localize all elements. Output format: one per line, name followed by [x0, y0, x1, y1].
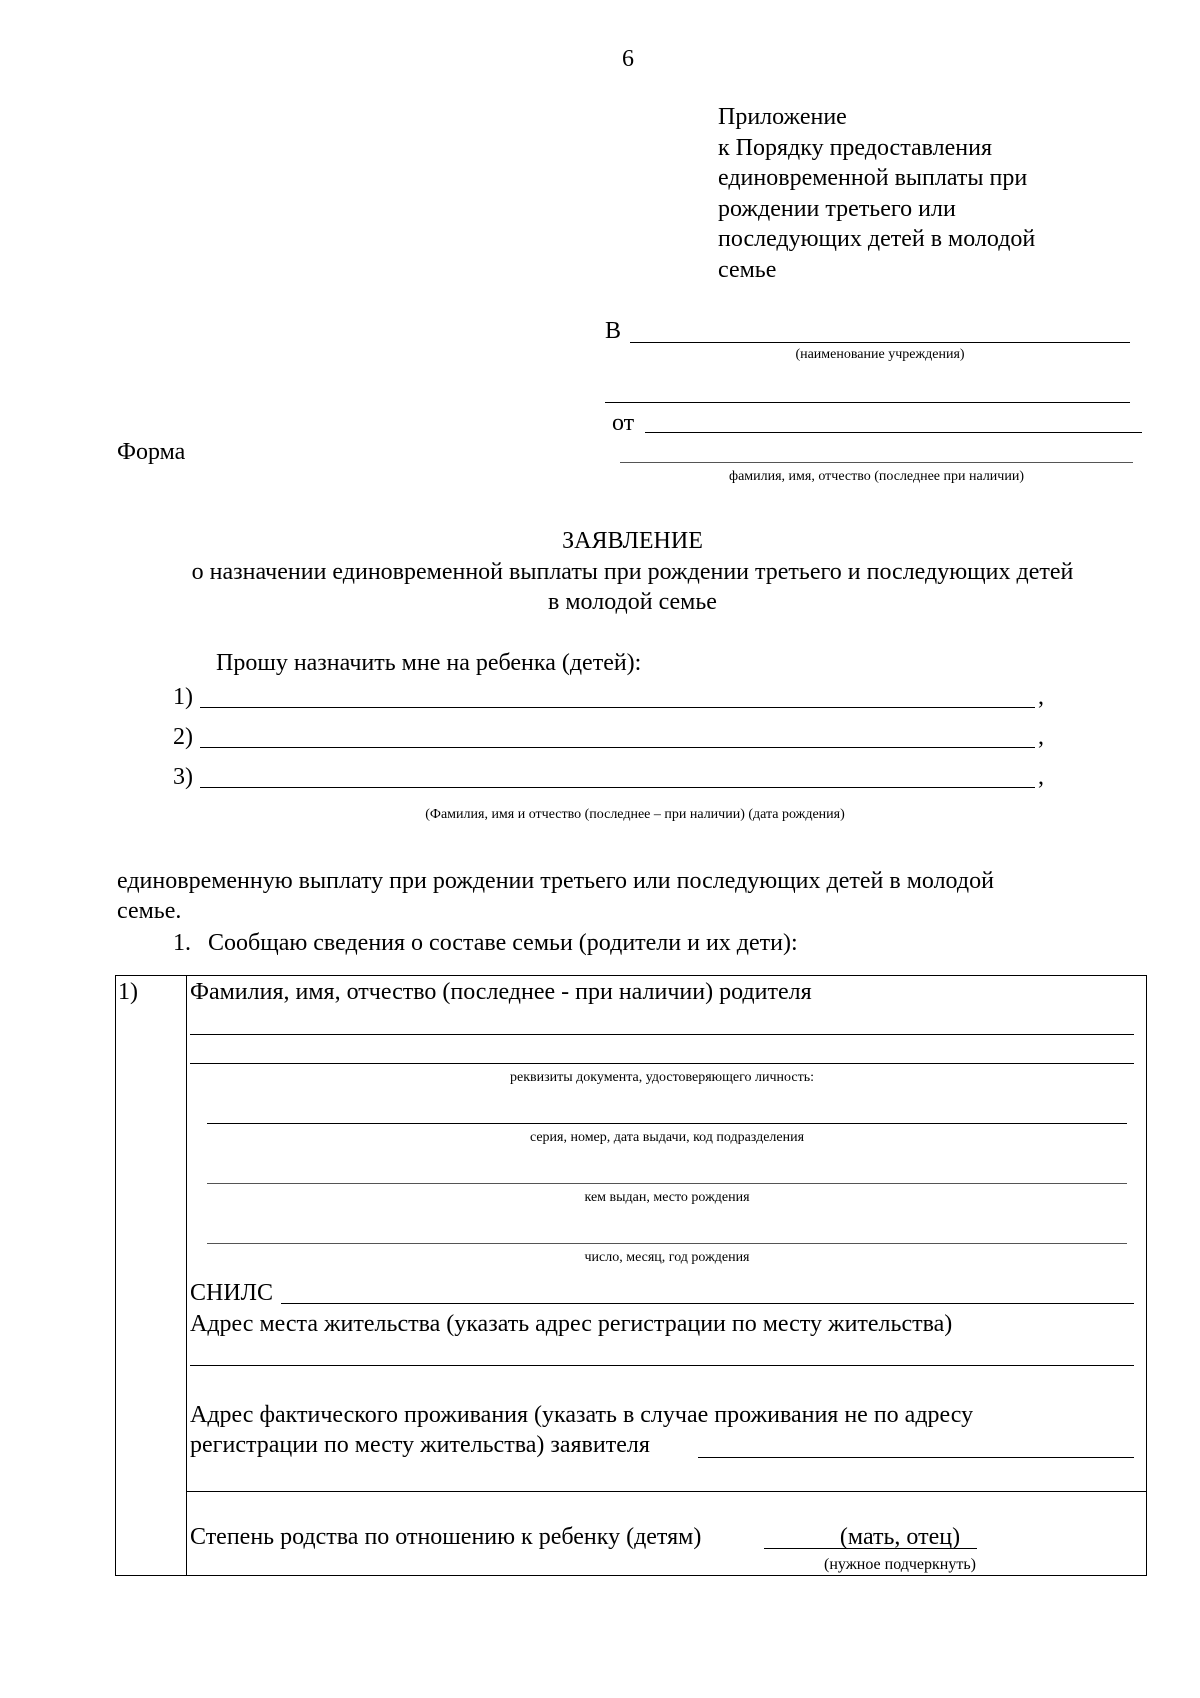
child-number: 3): [173, 764, 193, 790]
doc-series-field[interactable]: [207, 1123, 1127, 1124]
request-intro: Прошу назначить мне на ребенка (детей):: [216, 650, 642, 676]
actual-address-label-2: регистрации по месту жительства) заявителя: [190, 1432, 650, 1458]
actual-address-label: Адрес фактического проживания (указать в случае проживания не по адресу: [190, 1402, 974, 1428]
title-line-1: о назначении единовременной выплаты при рождении третьего и последующих детей: [191, 559, 1074, 585]
purpose-line-2: семье.: [117, 898, 182, 924]
page-number: 6: [622, 46, 634, 72]
parent-fio-field-1[interactable]: [190, 1034, 1134, 1035]
child-number: 2): [173, 724, 193, 750]
to-prefix: В: [605, 318, 622, 344]
appendix-line: последующих детей в молодой: [718, 226, 1036, 252]
kinship-label: Степень родства по отношению к ребенку (детям): [190, 1524, 702, 1550]
series-caption: серия, номер, дата выдачи, код подразделения: [529, 1130, 805, 1145]
parent-fio-label: Фамилия, имя, отчество (последнее - при наличии) родителя: [190, 979, 812, 1005]
doc-caption: реквизиты документа, удостоверяющего личность:: [509, 1070, 814, 1085]
comma: ,: [1038, 724, 1044, 750]
comma: ,: [1038, 684, 1044, 710]
title-line-2: в молодой семье: [548, 589, 717, 615]
snils-field[interactable]: [281, 1303, 1134, 1304]
parent-fio-field-2[interactable]: [190, 1063, 1134, 1064]
institution-caption: (наименование учреждения): [795, 347, 965, 362]
appendix-line: семье: [718, 256, 777, 283]
appendix-line: к Порядку предоставления: [718, 134, 993, 161]
appendix-block: [718, 102, 1035, 285]
purpose-line-1: единовременную выплату при рождении третьего или последующих детей в молодой: [117, 868, 994, 894]
institution-field[interactable]: [630, 342, 1130, 343]
comma: ,: [1038, 764, 1044, 790]
applicant-field[interactable]: [645, 432, 1142, 433]
section-text: Сообщаю сведения о составе семьи (родители и их дети):: [208, 930, 798, 956]
child-field-2[interactable]: [200, 747, 1035, 748]
appendix-line: рождении третьего или: [718, 195, 956, 222]
applicant-field-2[interactable]: [620, 462, 1133, 463]
child-field-3[interactable]: [200, 787, 1035, 788]
table-border-top: [115, 975, 1147, 976]
table-border-left: [115, 975, 116, 1576]
child-field-1[interactable]: [200, 707, 1035, 708]
reg-address-field[interactable]: [190, 1365, 1134, 1366]
institution-field-2[interactable]: [605, 402, 1130, 403]
appendix-line: Приложение: [718, 104, 847, 130]
from-prefix: от: [612, 410, 635, 436]
kinship-value[interactable]: (мать, отец): [839, 1524, 961, 1550]
appendix-line: единовременной выплаты при: [718, 165, 1028, 191]
birth-date-field[interactable]: [207, 1243, 1127, 1244]
table-border-bottom: [115, 1575, 1147, 1576]
reg-address-label: Адрес места жительства (указать адрес регистрации по месту жительства): [190, 1311, 953, 1337]
snils-label: СНИЛС: [190, 1280, 273, 1306]
actual-address-field[interactable]: [698, 1457, 1134, 1458]
table-row-divider: [186, 1491, 1147, 1492]
fio-caption: фамилия, имя, отчество (последнее при наличии): [729, 469, 1024, 484]
section-number: 1.: [173, 930, 191, 956]
issued-field[interactable]: [207, 1183, 1127, 1184]
table-border-right: [1146, 975, 1147, 1576]
birth-caption: число, месяц, год рождения: [584, 1250, 750, 1265]
table-row-number: 1): [118, 979, 138, 1005]
table-column-divider: [186, 975, 187, 1576]
child-number: 1): [173, 684, 193, 710]
form-label: Форма: [117, 439, 186, 465]
issued-caption: кем выдан, место рождения: [584, 1190, 750, 1205]
children-caption: (Фамилия, имя и отчество (последнее – при наличии) (дата рождения): [425, 807, 845, 822]
kinship-caption: (нужное подчеркнуть): [824, 1556, 976, 1573]
document-title: ЗАЯВЛЕНИЕ: [562, 528, 703, 554]
